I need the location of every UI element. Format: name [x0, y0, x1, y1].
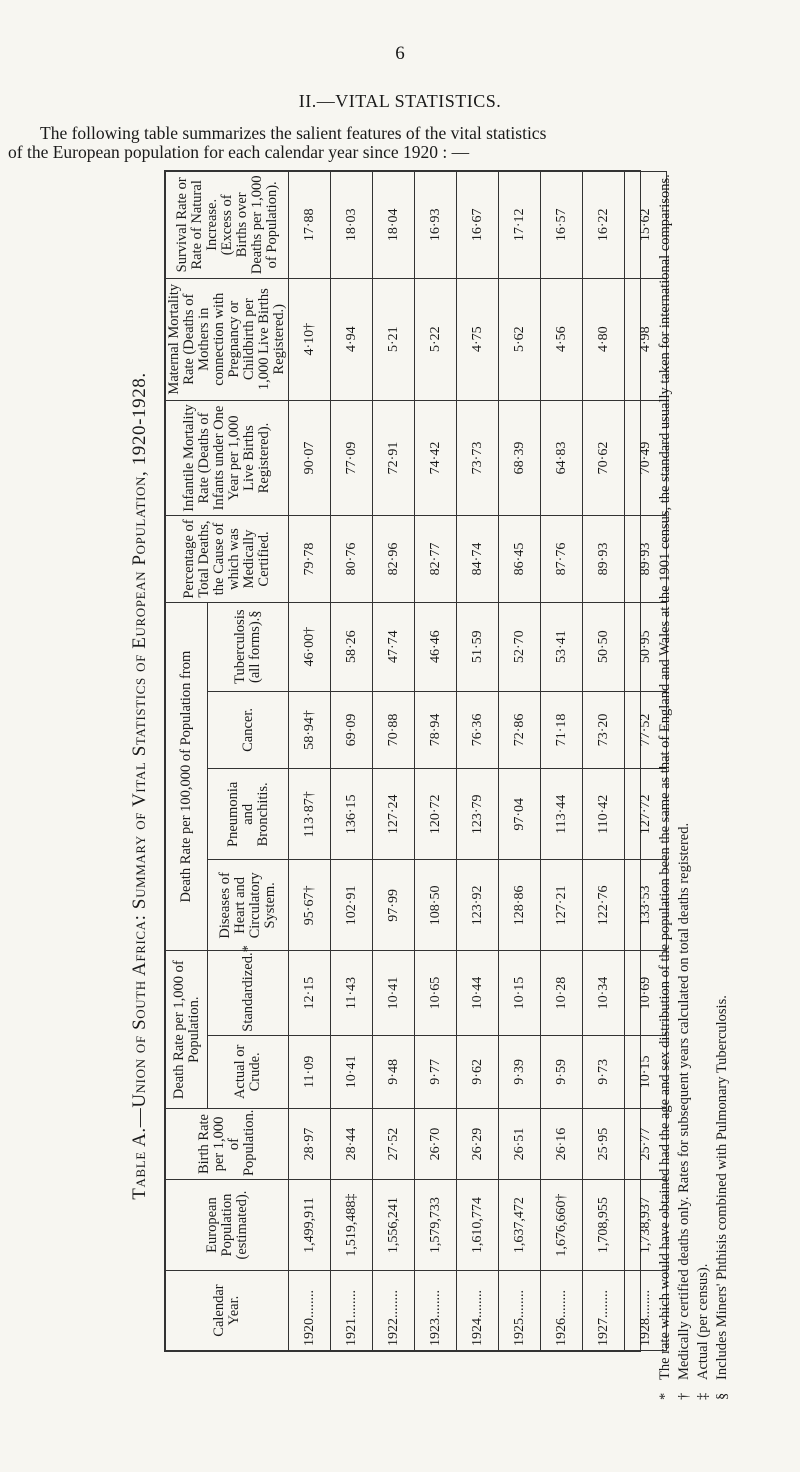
cell-year: 1920........ — [289, 1271, 331, 1351]
cell-standardized: 10·41 — [373, 951, 415, 1035]
header-survival-rate: Survival Rate or Rate of Natural Increase. (Excess of Births over Deaths per 1,000 of Population). — [166, 172, 289, 279]
cell-heart: 133·53 — [625, 860, 667, 951]
cell-population: 1,499,911 — [289, 1180, 331, 1271]
cell-cancer: 58·94† — [289, 691, 331, 769]
table-row — [373, 172, 415, 1351]
header-standardized: Standardized.* — [208, 951, 289, 1035]
header-row-top — [166, 172, 208, 1351]
header-maternal-mortality: Maternal Mortality Rate (Deaths of Mothers in connection with Pregnancy or Childbirth per 1,000 Live Births Registered.) — [166, 278, 289, 400]
cell-pneumonia: 113·87† — [289, 769, 331, 860]
cell-maternal: 4·56 — [541, 278, 583, 400]
cell-year: 1927........ — [583, 1271, 625, 1351]
header-year: Calendar Year. — [166, 1271, 289, 1351]
cell-heart: 95·67† — [289, 860, 331, 951]
cell-crude: 9·62 — [457, 1035, 499, 1108]
cell-birth-rate: 25·77 — [625, 1109, 667, 1180]
cell-cancer: 78·94 — [415, 691, 457, 769]
cell-cancer: 71·18 — [541, 691, 583, 769]
cell-pneumonia: 136·15 — [331, 769, 373, 860]
footnote-mark: § — [714, 1392, 730, 1400]
cell-crude: 10·41 — [331, 1035, 373, 1108]
cell-standardized: 10·44 — [457, 951, 499, 1035]
cell-standardized: 10·69 — [625, 951, 667, 1035]
cell-tuberculosis: 53·41 — [541, 602, 583, 691]
cell-maternal: 4·94 — [331, 278, 373, 400]
footnote-mark: † — [676, 1392, 692, 1400]
table-row — [415, 172, 457, 1351]
cell-pneumonia: 97·04 — [499, 769, 541, 860]
cell-infant: 72·91 — [373, 400, 415, 515]
cell-cancer: 77·52 — [625, 691, 667, 769]
cell-population: 1,519,488‡ — [331, 1180, 373, 1271]
cell-certified: 89·93 — [583, 516, 625, 603]
cell-pneumonia: 120·72 — [415, 769, 457, 860]
cell-heart: 108·50 — [415, 860, 457, 951]
cell-certified: 89·93 — [625, 516, 667, 603]
cell-year: 1928........ — [625, 1271, 667, 1351]
cell-standardized: 11·43 — [331, 951, 373, 1035]
header-crude: Actual or Crude. — [208, 1035, 289, 1108]
header-certified: Percentage of Total Deaths, the Cause of which was Medically Certified. — [166, 516, 289, 603]
cell-infant: 68·39 — [499, 400, 541, 515]
cell-birth-rate: 27·52 — [373, 1109, 415, 1180]
vital-statistics-table-frame — [164, 170, 653, 1352]
cell-certified: 82·96 — [373, 516, 415, 603]
cell-year: 1926........ — [541, 1271, 583, 1351]
cell-survival: 18·03 — [331, 172, 373, 279]
cell-birth-rate: 26·16 — [541, 1109, 583, 1180]
cell-birth-rate: 26·29 — [457, 1109, 499, 1180]
table-row — [583, 172, 625, 1351]
cell-birth-rate: 26·51 — [499, 1109, 541, 1180]
cell-population: 1,637,472 — [499, 1180, 541, 1271]
header-population: European Population (estimated). — [166, 1180, 289, 1271]
cell-survival: 15·62 — [625, 172, 667, 279]
cell-year: 1924........ — [457, 1271, 499, 1351]
cell-standardized: 10·15 — [499, 951, 541, 1035]
section-heading: II.—VITAL STATISTICS. — [298, 91, 502, 111]
cell-standardized: 10·28 — [541, 951, 583, 1035]
table-caption: Table A.—Union of South Africa: Summary of Vital Statistics of European Population, 1920-1928. — [129, 372, 150, 1200]
cell-survival: 18·04 — [373, 172, 415, 279]
cell-pneumonia: 127·72 — [625, 769, 667, 860]
cell-population: 1,676,660† — [541, 1180, 583, 1271]
cell-heart: 97·99 — [373, 860, 415, 951]
vital-statistics-table — [165, 171, 667, 1351]
cell-tuberculosis: 46·00† — [289, 602, 331, 691]
footnote — [656, 170, 675, 1400]
cell-cancer: 76·36 — [457, 691, 499, 769]
cell-standardized: 10·65 — [415, 951, 457, 1035]
cell-crude: 9·39 — [499, 1035, 541, 1108]
cell-certified: 87·76 — [541, 516, 583, 603]
cell-survival: 16·57 — [541, 172, 583, 279]
cell-heart: 127·21 — [541, 860, 583, 951]
cell-year: 1923........ — [415, 1271, 457, 1351]
cell-infant: 77·09 — [331, 400, 373, 515]
cell-survival: 16·67 — [457, 172, 499, 279]
footnotes — [656, 170, 732, 1400]
cell-year: 1921........ — [331, 1271, 373, 1351]
cell-certified: 86·45 — [499, 516, 541, 603]
cell-cancer: 73·20 — [583, 691, 625, 769]
footnote-text: Actual (per census). — [695, 1263, 711, 1380]
cell-maternal: 4·10† — [289, 278, 331, 400]
cell-tuberculosis: 47·74 — [373, 602, 415, 691]
cell-birth-rate: 25·95 — [583, 1109, 625, 1180]
cell-maternal: 5·62 — [499, 278, 541, 400]
cell-maternal: 5·21 — [373, 278, 415, 400]
cell-cancer: 69·09 — [331, 691, 373, 769]
table-row — [331, 172, 373, 1351]
footnote-mark: * — [657, 1392, 673, 1400]
header-death-rate-group: Death Rate per 1,000 of Population. — [166, 951, 208, 1109]
cell-cancer: 70·88 — [373, 691, 415, 769]
header-heart: Diseases of Heart and Circulatory System. — [208, 860, 289, 951]
cell-crude: 9·59 — [541, 1035, 583, 1108]
cell-pneumonia: 123·79 — [457, 769, 499, 860]
cell-maternal: 4·80 — [583, 278, 625, 400]
cell-population: 1,556,241 — [373, 1180, 415, 1271]
cell-population: 1,738,937 — [625, 1180, 667, 1271]
footnote-text: Medically certified deaths only. Rates for subsequent years calculated on total deaths registered. — [676, 822, 692, 1380]
cell-survival: 17·12 — [499, 172, 541, 279]
header-cause-group: Death Rate per 100,000 of Population from — [166, 602, 208, 951]
cell-standardized: 10·34 — [583, 951, 625, 1035]
page-number: 6 — [395, 43, 405, 64]
footnote-mark: ‡ — [695, 1392, 711, 1400]
cell-tuberculosis: 51·59 — [457, 602, 499, 691]
cell-maternal: 4·98 — [625, 278, 667, 400]
cell-birth-rate: 26·70 — [415, 1109, 457, 1180]
cell-pneumonia: 113·44 — [541, 769, 583, 860]
cell-year: 1922........ — [373, 1271, 415, 1351]
cell-crude: 11·09 — [289, 1035, 331, 1108]
header-tuberculosis: Tuberculosis (all forms).§ — [208, 602, 289, 691]
footnote — [675, 170, 694, 1400]
cell-infant: 74·42 — [415, 400, 457, 515]
cell-birth-rate: 28·97 — [289, 1109, 331, 1180]
cell-population: 1,610,774 — [457, 1180, 499, 1271]
cell-heart: 128·86 — [499, 860, 541, 951]
rotated-table-block — [118, 162, 788, 1410]
cell-heart: 102·91 — [331, 860, 373, 951]
table-row — [457, 172, 499, 1351]
cell-year: 1925........ — [499, 1271, 541, 1351]
cell-pneumonia: 127·24 — [373, 769, 415, 860]
table-row — [289, 172, 331, 1351]
cell-infant: 90·07 — [289, 400, 331, 515]
intro-line-2: of the European population for each calendar year since 1920 : — — [8, 142, 470, 162]
cell-standardized: 12·15 — [289, 951, 331, 1035]
footnote — [694, 170, 713, 1400]
cell-crude: 10·15 — [625, 1035, 667, 1108]
cell-cancer: 72·86 — [499, 691, 541, 769]
table-row — [541, 172, 583, 1351]
cell-infant: 64·83 — [541, 400, 583, 515]
cell-pneumonia: 110·42 — [583, 769, 625, 860]
cell-population: 1,708,955 — [583, 1180, 625, 1271]
cell-population: 1,579,733 — [415, 1180, 457, 1271]
cell-maternal: 5·22 — [415, 278, 457, 400]
cell-crude: 9·73 — [583, 1035, 625, 1108]
cell-heart: 122·76 — [583, 860, 625, 951]
header-birth-rate: Birth Rate per 1,000 of Population. — [166, 1109, 289, 1180]
cell-maternal: 4·75 — [457, 278, 499, 400]
cell-certified: 80·76 — [331, 516, 373, 603]
cell-survival: 16·22 — [583, 172, 625, 279]
cell-certified: 82·77 — [415, 516, 457, 603]
footnote-text: The rate which would have obtained had the age and sex distribution of the population been the same as that of England and Wales at the 1901 census, the standard usually taken for international comparisons. — [657, 174, 673, 1380]
cell-tuberculosis: 52·70 — [499, 602, 541, 691]
header-cancer: Cancer. — [208, 691, 289, 769]
cell-survival: 16·93 — [415, 172, 457, 279]
cell-infant: 73·73 — [457, 400, 499, 515]
cell-crude: 9·77 — [415, 1035, 457, 1108]
header-infant-mortality: Infantile Mortality Rate (Deaths of Infants under One Year per 1,000 Live Births Registered). — [166, 400, 289, 515]
cell-tuberculosis: 46·46 — [415, 602, 457, 691]
header-pneumonia: Pneumonia and Bronchitis. — [208, 769, 289, 860]
cell-certified: 84·74 — [457, 516, 499, 603]
intro-paragraph — [8, 123, 800, 162]
cell-tuberculosis: 50·50 — [583, 602, 625, 691]
footnote-text: Includes Miners' Phthisis combined with Pulmonary Tuberculosis. — [714, 995, 730, 1380]
cell-tuberculosis: 58·26 — [331, 602, 373, 691]
cell-tuberculosis: 50·95 — [625, 602, 667, 691]
cell-crude: 9·48 — [373, 1035, 415, 1108]
cell-certified: 79·78 — [289, 516, 331, 603]
cell-heart: 123·92 — [457, 860, 499, 951]
footnote — [713, 170, 732, 1400]
cell-birth-rate: 28·44 — [331, 1109, 373, 1180]
cell-infant: 70·62 — [583, 400, 625, 515]
cell-survival: 17·88 — [289, 172, 331, 279]
table-row — [499, 172, 541, 1351]
cell-infant: 70·49 — [625, 400, 667, 515]
intro-line-1: The following table summarizes the salient features of the vital statistics — [40, 123, 547, 143]
